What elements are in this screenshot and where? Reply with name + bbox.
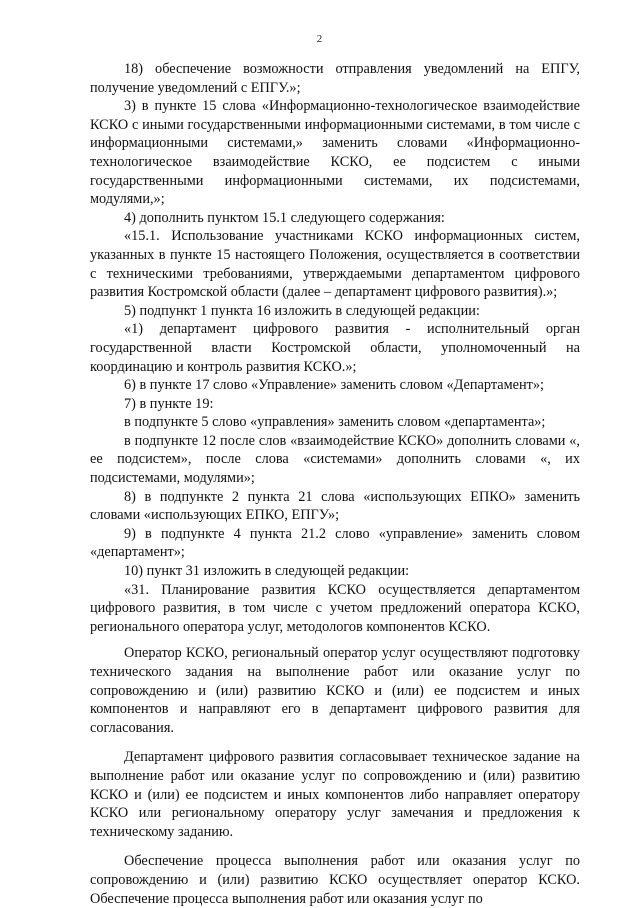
paragraph-clause-15-1: «15.1. Использование участниками КСКО информационных систем, указанных в пункте 15 настоящего Положения, осуществляется в соответствии с техническими требованиями, утверждаемыми департаментом цифрового развития Костромской области (далее – департамент цифрового развития).»; xyxy=(90,228,580,301)
paragraph-clause-31: «31. Планирование развития КСКО осуществляется департаментом цифрового развития, в том числе с учетом предложений оператора КСКО, регионального оператора услуг, методологов компонентов КСКО. xyxy=(90,581,580,635)
document-body xyxy=(90,60,580,908)
paragraph-subclause-1: «1) департамент цифрового развития - исполнительный орган государственной власти Костромской области, уполномоченный на координацию и контроль развития КСКО.»; xyxy=(90,321,580,375)
page-number: 2 xyxy=(316,33,323,45)
paragraph-amendment-4: 4) дополнить пунктом 15.1 следующего содержания: xyxy=(124,209,445,226)
paragraph-amendment-9: 9) в подпункте 4 пункта 21.2 слово «управление» заменить словом «департамент»; xyxy=(90,525,580,561)
paragraph-item-18: 18) обеспечение возможности отправления уведомлений на ЕПГУ, получение уведомлений с ЕПГУ.»; xyxy=(90,61,580,96)
paragraph-clause-31-provision: Обеспечение процесса выполнения работ или оказания услуг по сопровождению и (или) развитию КСКО осуществляет оператор КСКО. Обеспечение процесса выполнения работ или оказания услуг по xyxy=(90,853,580,907)
paragraph-amendment-6: 6) в пункте 17 слово «Управление» заменить словом «Департамент»; xyxy=(124,377,544,394)
paragraph-amendment-7: 7) в пункте 19: xyxy=(124,395,214,412)
paragraph-amendment-3: 3) в пункте 15 слова «Информационно-технологическое взаимодействие КСКО с иными государственными информационными системами, в том числе с информационными системами,» заменить словами «Информационно-технологическое взаимодействие КСКО, ее подсистем с иными государственными информационными системами, их подсистемами, модулями,»; xyxy=(90,98,580,208)
paragraph-clause-31-approval: Департамент цифрового развития согласовывает техническое задание на выполнение работ или оказание услуг по сопровождению и (или) развитию КСКО и (или) ее подсистем и иных компонентов либо направляет оператору КСКО или региональному оператору услуг замечания и предложения к техническому заданию. xyxy=(90,749,580,840)
paragraph-amendment-8: 8) в подпункте 2 пункта 21 слова «использующих ЕПКО» заменить словами «использующих ЕПКО, ЕПГУ»; xyxy=(90,488,580,524)
paragraph-amendment-10: 10) пункт 31 изложить в следующей редакции: xyxy=(124,563,410,580)
paragraph-clause-31-operator: Оператор КСКО, региональный оператор услуг осуществляют подготовку технического задания на выполнение работ или оказание услуг по сопровождению и (или) развитию КСКО и (или) ее подсистем и иных компонентов и направляют его в департамент цифрового развития для согласования. xyxy=(90,645,580,736)
paragraph-amendment-5: 5) подпункт 1 пункта 16 изложить в следующей редакции: xyxy=(124,302,480,319)
paragraph-amendment-7-sub-12: в подпункте 12 после слов «взаимодействие КСКО» дополнить словами «, ее подсистем», после слова «системами» дополнить словами «, их подсистемами, модулями»; xyxy=(90,432,580,487)
paragraph-amendment-7-sub-5: в подпункте 5 слово «управления» заменить словом «департамента»; xyxy=(124,414,546,431)
